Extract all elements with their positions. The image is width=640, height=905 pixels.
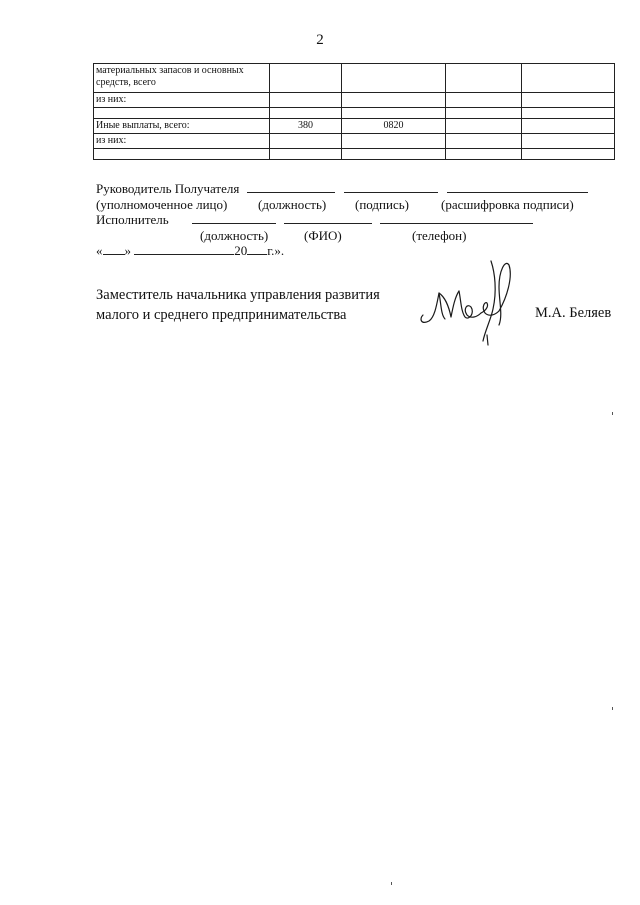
table-cell (270, 64, 342, 93)
table-cell (270, 93, 342, 108)
date-open-quote: « (96, 243, 103, 258)
table-cell (446, 134, 522, 149)
table-row (94, 108, 615, 119)
table-cell (522, 119, 615, 134)
table-cell (342, 134, 446, 149)
table-cell (522, 93, 615, 108)
signature-decoding-blank (447, 181, 588, 193)
page-number: 2 (316, 32, 324, 48)
day-blank (103, 243, 125, 255)
table-row (94, 64, 615, 93)
executor-label: Исполнитель (96, 212, 169, 227)
year-prefix: 20 (234, 243, 248, 258)
table-cell (522, 108, 615, 119)
month-blank (134, 243, 212, 255)
caption-signature: (подпись) (355, 197, 409, 212)
table-cell (342, 64, 446, 93)
recipient-head-label: Руководитель Получателя (96, 181, 240, 196)
table-cell (522, 149, 615, 160)
table-row (94, 149, 615, 160)
table-cell (270, 149, 342, 160)
table-cell-label: из них: (94, 134, 270, 149)
table-cell (446, 93, 522, 108)
table-row (94, 134, 615, 149)
table-cell (270, 134, 342, 149)
table-cell-label (94, 108, 270, 119)
executor-line (96, 212, 533, 228)
table-cell-label: Иные выплаты, всего: (94, 119, 270, 134)
table-cell-label: материальных запасов и основных средств, всего (94, 64, 270, 93)
date-line (96, 243, 284, 259)
signature-blank (344, 181, 438, 193)
table-cell-label: из них: (94, 93, 270, 108)
table-cell (522, 64, 615, 93)
signoff-title (96, 285, 380, 325)
table-cell: 0820 (342, 119, 446, 134)
table-cell (270, 108, 342, 119)
table-row (94, 119, 615, 134)
executor-phone-blank (380, 212, 533, 224)
table-cell (446, 149, 522, 160)
caption-position: (должность) (258, 197, 327, 212)
table-cell: 380 (270, 119, 342, 134)
caption-signature-decoding: (расшифровка подписи) (441, 197, 574, 212)
scan-speck (391, 882, 392, 885)
caption-executor-phone: (телефон) (412, 228, 467, 243)
report-table (93, 63, 615, 160)
signoff-title-line-2: малого и среднего предпринимательства (96, 307, 347, 323)
table-cell (446, 119, 522, 134)
handwritten-signature (415, 257, 525, 347)
date-close-quote: » (124, 243, 131, 258)
position-blank (247, 181, 335, 193)
table-cell (446, 108, 522, 119)
caption-executor-position: (должность) (200, 228, 269, 243)
table-cell-label (94, 149, 270, 160)
scan-speck (612, 707, 613, 710)
table-cell (446, 64, 522, 93)
executor-position-blank (192, 212, 276, 224)
table-cell (342, 149, 446, 160)
caption-authorized-person: (уполномоченное лицо) (96, 197, 228, 212)
year-blank (247, 243, 267, 255)
month-blank-2 (212, 243, 234, 255)
caption-executor-name: (ФИО) (304, 228, 342, 243)
recipient-head-line (96, 181, 588, 197)
table-cell (342, 108, 446, 119)
year-suffix: г.». (267, 243, 285, 258)
table-row (94, 93, 615, 108)
signer-name: М.А. Беляев (535, 305, 612, 321)
signoff-title-line-1: Заместитель начальника управления развития (96, 287, 380, 303)
table-cell (522, 134, 615, 149)
executor-name-blank (284, 212, 372, 224)
scan-speck (612, 412, 613, 415)
table-cell (342, 93, 446, 108)
